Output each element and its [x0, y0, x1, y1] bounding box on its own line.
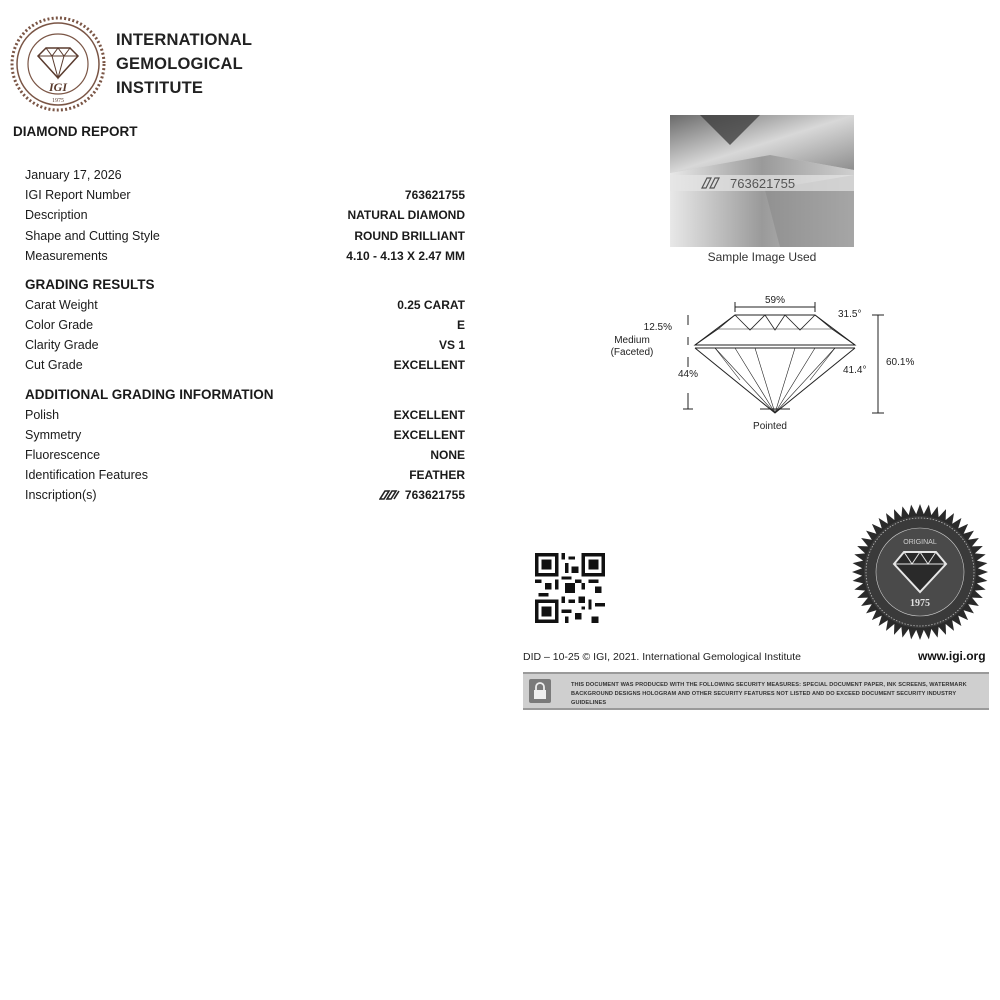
- fluorescence-value: NONE: [430, 448, 465, 462]
- crown-height: 12.5%: [643, 322, 672, 333]
- symmetry-row: [25, 428, 465, 448]
- identification-value: FEATHER: [409, 468, 465, 482]
- carat-row: [25, 298, 465, 318]
- qr-code-icon: [535, 553, 605, 623]
- symmetry-value: EXCELLENT: [393, 428, 465, 442]
- security-notice-bar: [523, 672, 989, 710]
- carat-label: Carat Weight: [25, 298, 98, 312]
- identification-row: [25, 468, 465, 488]
- pavilion-depth: 44%: [678, 369, 699, 380]
- table-percent: 59%: [764, 295, 786, 306]
- inscription-value: 763621755: [404, 488, 465, 502]
- culet-label: Pointed: [753, 421, 787, 432]
- cut-value: EXCELLENT: [393, 358, 465, 372]
- inscription-row: [25, 488, 465, 508]
- additional-info-heading: ADDITIONAL GRADING INFORMATION: [25, 387, 274, 402]
- crown-angle: 31.5°: [838, 309, 862, 320]
- shape-row: [25, 229, 465, 249]
- total-depth: 60.1%: [886, 357, 915, 368]
- measurements-value: 4.10 - 4.13 X 2.47 MM: [346, 249, 465, 263]
- description-row: [25, 208, 465, 228]
- security-notice-text: THIS DOCUMENT WAS PRODUCED WITH THE FOLLOWING SECURITY MEASURES: SPECIAL DOCUMENT PAPER, INK SCREENS, WATERMARK BACKGROUND DESIGNS HOLOGRAM AND OTHER SECURITY FEATURES NOT LISTED AND DO EXCEED DOCUMENT SECURITY INDUSTRY GUIDELINES: [571, 682, 967, 706]
- color-row: [25, 318, 465, 338]
- color-value: E: [456, 318, 465, 332]
- polish-value: EXCELLENT: [393, 408, 465, 422]
- measurements-row: [25, 249, 465, 269]
- institute-name-line2: GEMOLOGICAL: [116, 55, 243, 73]
- institute-name-line1: INTERNATIONAL: [116, 31, 253, 49]
- report-number-value: 763621755: [404, 188, 465, 202]
- lock-icon: [529, 679, 551, 703]
- sample-image: [670, 115, 854, 247]
- seal-year: 1975: [910, 598, 930, 609]
- pavilion-angle: 41.4°: [843, 365, 867, 376]
- svg-text:IGI: IGI: [48, 80, 68, 94]
- proportions-diagram: [600, 285, 920, 435]
- symmetry-label: Symmetry: [25, 428, 82, 442]
- cut-row: [25, 358, 465, 378]
- cut-label: Cut Grade: [25, 358, 83, 372]
- color-label: Color Grade: [25, 318, 94, 332]
- igi-website-link[interactable]: www.igi.org: [918, 649, 986, 663]
- fluorescence-row: [25, 448, 465, 468]
- shape-value: ROUND BRILLIANT: [354, 229, 465, 243]
- igi-logo-icon: [379, 489, 401, 501]
- sample-inscription: 763621755: [730, 176, 796, 191]
- institute-name: [116, 28, 252, 100]
- document-id-line: DID – 10-25 © IGI, 2021. International Gemological Institute: [523, 651, 801, 663]
- polish-label: Polish: [25, 408, 60, 422]
- description-label: Description: [25, 208, 88, 222]
- hologram-seal-icon: [850, 502, 990, 642]
- clarity-value: VS 1: [438, 338, 465, 352]
- report-title: DIAMOND REPORT: [13, 124, 138, 139]
- girdle-line2: (Faceted): [610, 347, 654, 358]
- identification-label: Identification Features: [25, 468, 148, 482]
- girdle-line1: Medium: [614, 335, 650, 346]
- clarity-label: Clarity Grade: [25, 338, 99, 352]
- inscription-value-wrap: [379, 488, 465, 502]
- report-date-row: [25, 168, 465, 188]
- fluorescence-label: Fluorescence: [25, 448, 101, 462]
- grading-results-heading: GRADING RESULTS: [25, 277, 155, 292]
- carat-value: 0.25 CARAT: [397, 298, 465, 312]
- report-number-row: [25, 188, 465, 208]
- seal-text: ORIGINAL: [903, 539, 937, 546]
- report-date: January 17, 2026: [25, 168, 122, 182]
- institute-name-line3: INSTITUTE: [116, 79, 204, 97]
- clarity-row: [25, 338, 465, 358]
- description-value: NATURAL DIAMOND: [347, 208, 465, 222]
- report-number-label: IGI Report Number: [25, 188, 131, 202]
- igi-seal-logo-icon: [10, 16, 106, 112]
- measurements-label: Measurements: [25, 249, 108, 263]
- inscription-label: Inscription(s): [25, 488, 97, 502]
- svg-text:1975: 1975: [52, 98, 64, 104]
- sample-image-caption: Sample Image Used: [707, 250, 817, 264]
- polish-row: [25, 408, 465, 428]
- shape-label: Shape and Cutting Style: [25, 229, 160, 243]
